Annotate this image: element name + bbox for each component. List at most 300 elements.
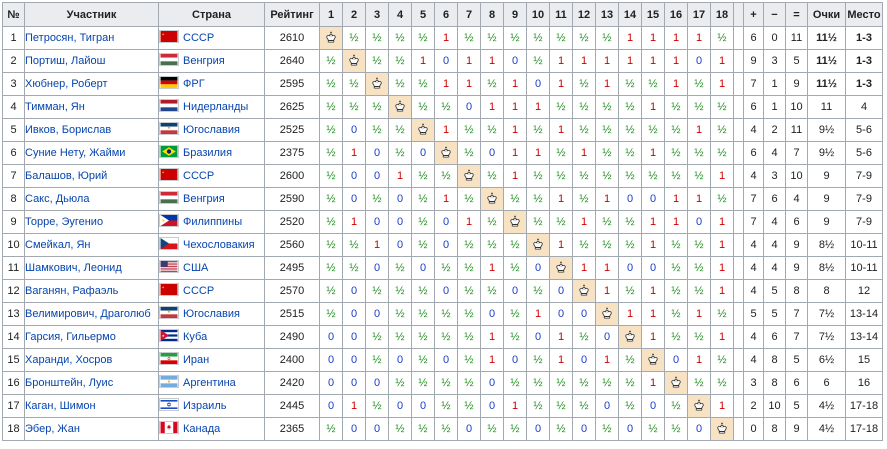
result-cell: 1 [665, 188, 688, 211]
result-cell: ½ [343, 257, 366, 280]
result-cell: 0 [527, 326, 550, 349]
country-link[interactable]: Нидерланды [183, 101, 249, 113]
result-cell: 1 [366, 234, 389, 257]
player-name-link[interactable]: Шамкович, Леонид [25, 262, 122, 274]
result-cell: ½ [320, 234, 343, 257]
result-cell: ½ [320, 119, 343, 142]
result-cell: 0 [343, 326, 366, 349]
draws-count: 10 [786, 96, 808, 119]
result-cell: ½ [711, 27, 734, 50]
result-cell: ½ [527, 280, 550, 303]
result-cell: 1 [619, 27, 642, 50]
result-cell: ½ [573, 188, 596, 211]
result-cell: 1 [458, 50, 481, 73]
player-name-link[interactable]: Хюбнер, Роберт [25, 78, 108, 90]
final-place: 7-9 [846, 165, 883, 188]
player-number: 3 [3, 73, 25, 96]
chess-king-icon [486, 192, 498, 204]
player-rating: 2570 [265, 280, 320, 303]
result-cell: 1 [412, 50, 435, 73]
result-cell: 1 [642, 211, 665, 234]
player-name-link[interactable]: Портиш, Лайош [25, 55, 106, 67]
result-cell: ½ [481, 119, 504, 142]
czechoslovakia-flag-icon[interactable] [159, 237, 179, 250]
country-cell [159, 142, 265, 165]
country-link[interactable]: Канада [183, 423, 221, 435]
result-cell: ½ [320, 280, 343, 303]
player-name-link[interactable]: Сакс, Дьюла [25, 193, 90, 205]
player-name-link[interactable]: Харанди, Хосров [25, 354, 113, 366]
hungary-flag-icon[interactable] [159, 191, 179, 204]
usa-flag-icon[interactable] [159, 260, 179, 273]
header-round-12: 12 [573, 3, 596, 27]
ussr-flag-icon[interactable] [159, 168, 179, 181]
player-name-cell [25, 142, 159, 165]
draws-count: 8 [786, 280, 808, 303]
total-points: 9 [808, 188, 846, 211]
result-cell: ½ [665, 165, 688, 188]
row-separator [734, 395, 744, 418]
self-cell [573, 280, 596, 303]
final-place: 10-11 [846, 257, 883, 280]
result-cell: 1 [458, 73, 481, 96]
player-number: 5 [3, 119, 25, 142]
final-place: 7-9 [846, 211, 883, 234]
result-cell: ½ [389, 119, 412, 142]
player-name-link[interactable]: Гарсия, Гильермо [25, 331, 116, 343]
result-cell: ½ [389, 257, 412, 280]
result-cell: ½ [435, 326, 458, 349]
result-cell: 0 [481, 395, 504, 418]
result-cell: ½ [711, 349, 734, 372]
result-cell: 1 [504, 165, 527, 188]
player-rating: 2490 [265, 326, 320, 349]
header-round-11: 11 [550, 3, 573, 27]
player-name-cell [25, 257, 159, 280]
row-separator [734, 73, 744, 96]
table-row [3, 395, 883, 418]
player-name-cell [25, 188, 159, 211]
self-cell [504, 211, 527, 234]
row-separator [734, 349, 744, 372]
player-number: 15 [3, 349, 25, 372]
losses-count: 10 [764, 395, 786, 418]
table-row [3, 326, 883, 349]
result-cell: ½ [688, 96, 711, 119]
self-cell [343, 50, 366, 73]
total-points: 9 [808, 165, 846, 188]
result-cell: 0 [619, 188, 642, 211]
losses-count: 5 [764, 280, 786, 303]
row-separator [734, 257, 744, 280]
total-points: 9½ [808, 142, 846, 165]
player-rating: 2590 [265, 188, 320, 211]
country-link[interactable]: Аргентина [183, 377, 236, 389]
table-row [3, 142, 883, 165]
result-cell: ½ [320, 211, 343, 234]
row-separator [734, 372, 744, 395]
losses-count: 5 [764, 303, 786, 326]
result-cell: ½ [665, 303, 688, 326]
total-points: 4½ [808, 395, 846, 418]
header-round-13: 13 [596, 3, 619, 27]
result-cell: 0 [343, 303, 366, 326]
result-cell: 0 [458, 418, 481, 441]
result-cell: ½ [527, 395, 550, 418]
result-cell: 0 [573, 303, 596, 326]
chess-king-icon [509, 215, 521, 227]
player-name-cell [25, 73, 159, 96]
frg-flag-icon[interactable] [159, 76, 179, 89]
country-cell [159, 96, 265, 119]
country-link[interactable]: СССР [183, 285, 215, 297]
player-number: 11 [3, 257, 25, 280]
result-cell: ½ [412, 326, 435, 349]
row-separator [734, 27, 744, 50]
final-place: 4 [846, 96, 883, 119]
table-row [3, 303, 883, 326]
result-cell: ½ [481, 234, 504, 257]
result-cell: 1 [596, 188, 619, 211]
result-cell: 0 [343, 372, 366, 395]
player-name-link[interactable]: Бронштейн, Луис [25, 377, 114, 389]
player-name-link[interactable]: Суние Нету, Жайми [25, 147, 126, 159]
hungary-flag-icon[interactable] [159, 53, 179, 66]
result-cell: ½ [550, 142, 573, 165]
draws-count: 9 [786, 73, 808, 96]
losses-count: 4 [764, 234, 786, 257]
table-row [3, 211, 883, 234]
country-link[interactable]: Филиппины [183, 216, 243, 228]
losses-count: 8 [764, 418, 786, 441]
result-cell: ½ [665, 280, 688, 303]
result-cell: 1 [504, 142, 527, 165]
result-cell: 0 [343, 418, 366, 441]
country-cell [159, 349, 265, 372]
draws-count: 6 [786, 211, 808, 234]
result-cell: 1 [550, 349, 573, 372]
result-cell: ½ [596, 234, 619, 257]
result-cell: 1 [435, 27, 458, 50]
draws-count: 6 [786, 372, 808, 395]
result-cell: 1 [665, 27, 688, 50]
total-points: 11½ [808, 27, 846, 50]
result-cell: 0 [435, 280, 458, 303]
player-name-cell [25, 96, 159, 119]
result-cell: ½ [389, 50, 412, 73]
country-link[interactable]: СССР [183, 32, 215, 44]
result-cell: ½ [412, 27, 435, 50]
result-cell: ½ [435, 395, 458, 418]
chess-king-icon [394, 100, 406, 112]
country-link[interactable]: Чехословакия [183, 239, 255, 251]
country-cell [159, 303, 265, 326]
player-name-cell [25, 303, 159, 326]
brazil-flag-icon[interactable] [159, 145, 179, 158]
result-cell: ½ [435, 257, 458, 280]
result-cell: ½ [343, 27, 366, 50]
result-cell: ½ [320, 418, 343, 441]
result-cell: ½ [596, 211, 619, 234]
result-cell: ½ [688, 142, 711, 165]
result-cell: 1 [665, 73, 688, 96]
result-cell: ½ [343, 96, 366, 119]
result-cell: ½ [458, 234, 481, 257]
country-link[interactable]: Куба [183, 331, 208, 343]
draws-count: 7 [786, 326, 808, 349]
wins-count: 5 [744, 303, 764, 326]
result-cell: 1 [688, 349, 711, 372]
player-name-cell [25, 418, 159, 441]
player-number: 12 [3, 280, 25, 303]
country-link[interactable]: ФРГ [183, 78, 205, 90]
player-name-link[interactable]: Тимман, Ян [25, 101, 85, 113]
wins-count: 4 [744, 165, 764, 188]
result-cell: 1 [688, 27, 711, 50]
player-name-link[interactable]: Балашов, Юрий [25, 170, 108, 182]
country-link[interactable]: Венгрия [183, 193, 225, 205]
total-points: 8 [808, 280, 846, 303]
result-cell: ½ [596, 119, 619, 142]
result-cell: 0 [481, 142, 504, 165]
player-name-link[interactable]: Ивков, Борислав [25, 124, 112, 136]
result-cell: 0 [320, 349, 343, 372]
cuba-flag-icon[interactable] [159, 329, 179, 342]
result-cell: ½ [665, 326, 688, 349]
country-link[interactable]: СССР [183, 170, 215, 182]
losses-count: 4 [764, 211, 786, 234]
header-place: Место [846, 3, 883, 27]
draws-count: 5 [786, 349, 808, 372]
self-cell [527, 234, 550, 257]
total-points: 11½ [808, 73, 846, 96]
chess-king-icon [601, 307, 613, 319]
result-cell: ½ [619, 142, 642, 165]
result-cell: 1 [711, 73, 734, 96]
iran-flag-icon[interactable] [159, 352, 179, 365]
result-cell: 1 [642, 234, 665, 257]
result-cell: 0 [527, 257, 550, 280]
player-rating: 2445 [265, 395, 320, 418]
header-round-10: 10 [527, 3, 550, 27]
result-cell: 1 [619, 303, 642, 326]
result-cell: ½ [642, 418, 665, 441]
country-link[interactable]: США [183, 262, 209, 274]
player-name-link[interactable]: Велимирович, Драголюб [25, 308, 151, 320]
result-cell: 0 [412, 395, 435, 418]
total-points: 4½ [808, 418, 846, 441]
player-name-cell [25, 50, 159, 73]
total-points: 9 [808, 211, 846, 234]
result-cell: 0 [412, 257, 435, 280]
country-link[interactable]: Бразилия [183, 147, 233, 159]
player-name-link[interactable]: Петросян, Тигран [25, 32, 115, 44]
player-name-link[interactable]: Ваганян, Рафаэль [25, 285, 119, 297]
result-cell: ½ [665, 96, 688, 119]
result-cell: ½ [481, 211, 504, 234]
losses-count: 3 [764, 165, 786, 188]
result-cell: ½ [412, 418, 435, 441]
result-cell: ½ [481, 27, 504, 50]
player-rating: 2520 [265, 211, 320, 234]
final-place: 5-6 [846, 142, 883, 165]
player-rating: 2600 [265, 165, 320, 188]
ussr-flag-icon[interactable] [159, 283, 179, 296]
final-place: 15 [846, 349, 883, 372]
country-link[interactable]: Иран [183, 354, 210, 366]
final-place: 17-18 [846, 418, 883, 441]
result-cell: 0 [343, 349, 366, 372]
final-place: 1-3 [846, 73, 883, 96]
result-cell: ½ [619, 119, 642, 142]
result-cell: ½ [665, 234, 688, 257]
result-cell: 1 [711, 257, 734, 280]
result-cell: ½ [688, 257, 711, 280]
player-name-cell [25, 119, 159, 142]
result-cell: 1 [596, 257, 619, 280]
result-cell: ½ [389, 280, 412, 303]
chess-king-icon [417, 123, 429, 135]
player-number: 2 [3, 50, 25, 73]
result-cell: ½ [527, 165, 550, 188]
header-points: Очки [808, 3, 846, 27]
result-cell: ½ [642, 73, 665, 96]
result-cell: 0 [343, 119, 366, 142]
country-cell [159, 211, 265, 234]
result-cell: 1 [596, 73, 619, 96]
result-cell: ½ [711, 303, 734, 326]
header-round-15: 15 [642, 3, 665, 27]
total-points: 8½ [808, 234, 846, 257]
result-cell: ½ [366, 280, 389, 303]
player-number: 4 [3, 96, 25, 119]
result-cell: 0 [688, 418, 711, 441]
result-cell: 0 [366, 211, 389, 234]
result-cell: ½ [412, 372, 435, 395]
result-cell: 0 [366, 165, 389, 188]
draws-count: 9 [786, 418, 808, 441]
header-round-16: 16 [665, 3, 688, 27]
result-cell: ½ [389, 142, 412, 165]
result-cell: 1 [481, 96, 504, 119]
israel-flag-icon[interactable] [159, 398, 179, 411]
result-cell: ½ [504, 234, 527, 257]
header-country: Страна [159, 3, 265, 27]
result-cell: ½ [550, 395, 573, 418]
row-separator [734, 280, 744, 303]
player-rating: 2420 [265, 372, 320, 395]
result-cell: 0 [389, 234, 412, 257]
player-rating: 2495 [265, 257, 320, 280]
header-round-17: 17 [688, 3, 711, 27]
ussr-flag-icon[interactable] [159, 30, 179, 43]
draws-count: 7 [786, 303, 808, 326]
result-cell: 1 [688, 119, 711, 142]
argentina-flag-icon[interactable] [159, 375, 179, 388]
result-cell: 0 [389, 188, 412, 211]
chess-king-icon [371, 77, 383, 89]
chess-king-icon [670, 376, 682, 388]
result-cell: ½ [504, 372, 527, 395]
result-cell: ½ [527, 188, 550, 211]
result-cell: ½ [688, 73, 711, 96]
table-row [3, 349, 883, 372]
row-separator [734, 234, 744, 257]
result-cell: ½ [642, 165, 665, 188]
result-cell: 1 [642, 280, 665, 303]
draws-count: 5 [786, 50, 808, 73]
header-separator [734, 3, 744, 27]
final-place: 13-14 [846, 303, 883, 326]
self-cell [481, 188, 504, 211]
chess-king-icon [440, 146, 452, 158]
result-cell: ½ [389, 27, 412, 50]
result-cell: ½ [389, 418, 412, 441]
result-cell: 0 [550, 303, 573, 326]
canada-flag-icon[interactable] [159, 421, 179, 434]
country-link[interactable]: Венгрия [183, 55, 225, 67]
player-name-cell [25, 234, 159, 257]
header-player: Участник [25, 3, 159, 27]
result-cell: 1 [642, 96, 665, 119]
row-separator [734, 96, 744, 119]
wins-count: 6 [744, 27, 764, 50]
player-name-link[interactable]: Смейкал, Ян [25, 239, 91, 251]
result-cell: 1 [504, 73, 527, 96]
country-link[interactable]: Югославия [183, 308, 240, 320]
result-cell: 0 [619, 257, 642, 280]
player-rating: 2375 [265, 142, 320, 165]
result-cell: 0 [504, 349, 527, 372]
yugoslavia-flag-icon[interactable] [159, 122, 179, 135]
result-cell: ½ [458, 27, 481, 50]
self-cell [320, 27, 343, 50]
table-row [3, 257, 883, 280]
result-cell: 0 [642, 257, 665, 280]
result-cell: ½ [527, 27, 550, 50]
header-rating: Рейтинг [265, 3, 320, 27]
row-separator [734, 211, 744, 234]
philippines-flag-icon[interactable] [159, 214, 179, 227]
result-cell: ½ [619, 372, 642, 395]
result-cell: ½ [435, 303, 458, 326]
result-cell: 1 [435, 188, 458, 211]
result-cell: 1 [711, 326, 734, 349]
result-cell: 1 [504, 96, 527, 119]
chess-king-icon [348, 54, 360, 66]
player-name-link[interactable]: Торре, Эугенио [25, 216, 104, 228]
country-link[interactable]: Югославия [183, 124, 240, 136]
result-cell: 1 [642, 50, 665, 73]
losses-count: 8 [764, 372, 786, 395]
total-points: 7½ [808, 326, 846, 349]
result-cell: ½ [711, 142, 734, 165]
yugoslavia-flag-icon[interactable] [159, 306, 179, 319]
player-name-link[interactable]: Каган, Шимон [25, 400, 96, 412]
draws-count: 11 [786, 119, 808, 142]
losses-count: 1 [764, 73, 786, 96]
self-cell [711, 418, 734, 441]
result-cell: 1 [550, 188, 573, 211]
country-link[interactable]: Израиль [183, 400, 227, 412]
player-name-link[interactable]: Эбер, Жан [25, 423, 80, 435]
chess-king-icon [532, 238, 544, 250]
result-cell: ½ [619, 234, 642, 257]
result-cell: ½ [366, 96, 389, 119]
total-points: 7½ [808, 303, 846, 326]
netherlands-flag-icon[interactable] [159, 99, 179, 112]
result-cell: ½ [412, 303, 435, 326]
